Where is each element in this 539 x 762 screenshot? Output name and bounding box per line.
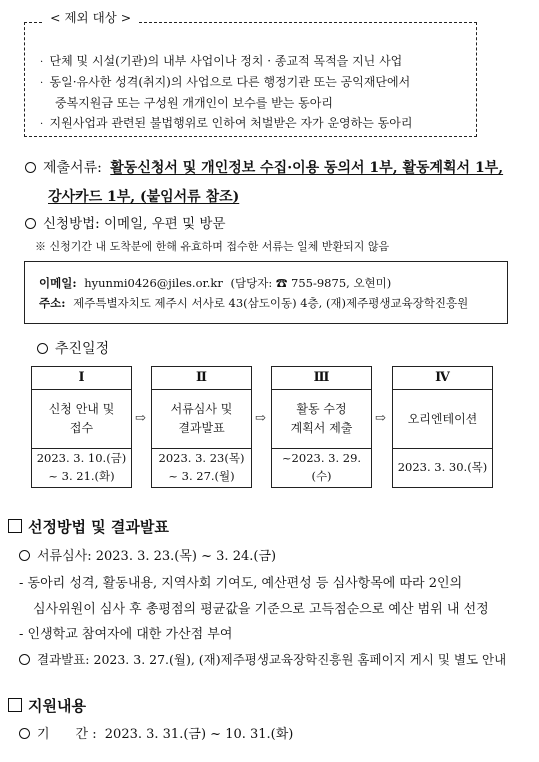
circle-bullet-icon [25,162,36,173]
stage-date: ~2023. 3. 29.(수) [271,449,372,488]
stage-3 [271,366,372,488]
stage-date: 2023. 3. 30.(목) [392,449,493,488]
bonus-points: - 인생학교 참여자에 대한 가산점 부여 [19,627,233,642]
stage-name: 신청 안내 및 접수 [31,390,132,449]
stage-number: Ⅳ [392,366,493,390]
checkbox-square-icon [8,519,22,533]
review-criteria-continued: 심사위원이 심사 후 총평점의 평균값을 기준으로 고득점순으로 예산 범위 내 선정 [33,602,489,617]
circle-bullet-icon [37,343,48,354]
exclusion-title: < 제외 대상 > [44,12,137,25]
circle-bullet-icon [25,218,36,229]
contact-email-line: 이메일: hyunmi0426@jiles.or.kr (담당자: ☎ 755-9875, 오현미) [39,276,392,290]
arrow-right-icon: ⇨ [375,411,386,426]
schedule-title: 추진일정 [37,342,109,356]
circle-bullet-icon [19,654,30,665]
arrow-right-icon: ⇨ [255,411,266,426]
result-announcement: 결과발표: 2023. 3. 27.(월), (재)제주평생교육장학진흥원 홈페이지 게시 및 별도 안내 [19,654,506,667]
submission-docs: 제출서류: 활동신청서 및 개인정보 수집·이용 동의서 1부, 활동계획서 1부, [25,161,503,175]
stage-date: 2023. 3. 10.(금) ~ 3. 21.(화) [31,449,132,488]
section-heading-support: 지원내용 [8,699,86,714]
section-heading-selection: 선정방법 및 결과발표 [8,520,169,535]
stage-4 [392,366,493,488]
circle-bullet-icon [19,550,30,561]
method-note: ※ 신청기간 내 도착분에 한해 유효하며 접수한 서류는 일체 반환되지 않음 [35,240,390,253]
circle-bullet-icon [19,728,30,739]
exclusion-item-continued: 중복지원금 또는 구성원 개개인이 보수를 받는 동아리 [55,96,333,110]
stage-number: Ⅲ [271,366,372,390]
stage-name: 서류심사 및 결과발표 [151,390,252,449]
exclusion-item: · 동일·유사한 성격(취지)의 사업으로 다른 행정기관 또는 공익재단에서 [40,75,411,89]
stage-name: 오리엔테이션 [392,390,493,449]
submission-docs-continued: 강사카드 1부, (붙임서류 참조) [48,189,240,205]
stage-1 [31,366,132,488]
arrow-right-icon: ⇨ [135,411,146,426]
stage-number: Ⅱ [151,366,252,390]
stage-number: Ⅰ [31,366,132,390]
stage-2 [151,366,252,488]
checkbox-square-icon [8,698,22,712]
application-method: 신청방법: 이메일, 우편 및 방문 [25,218,226,232]
support-period: 기 간 : 2023. 3. 31.(금) ~ 10. 31.(화) [19,728,293,741]
review-criteria: - 동아리 성격, 활동내용, 지역사회 기여도, 예산편성 등 심사항목에 따라 2인의 [19,576,463,591]
review-period: 서류심사: 2023. 3. 23.(목) ~ 3. 24.(금) [19,550,276,563]
stage-name: 활동 수정 계획서 제출 [271,390,372,449]
exclusion-item: · 단체 및 시설(기관)의 내부 사업이나 정치 · 종교적 목적을 지닌 사업 [40,54,403,68]
contact-address-line: 주소: 제주특별자치도 제주시 서사로 43(삼도이동) 4층, (재)제주평생교육장학진흥원 [39,296,469,310]
stage-date: 2023. 3. 23(목) ~ 3. 27.(월) [151,449,252,488]
exclusion-item: · 지원사업과 관련된 불법행위로 인하여 처벌받은 자가 운영하는 동아리 [40,116,413,130]
contact-box [24,261,508,324]
email-link[interactable]: hyunmi0426@jiles.or.kr [84,276,223,290]
